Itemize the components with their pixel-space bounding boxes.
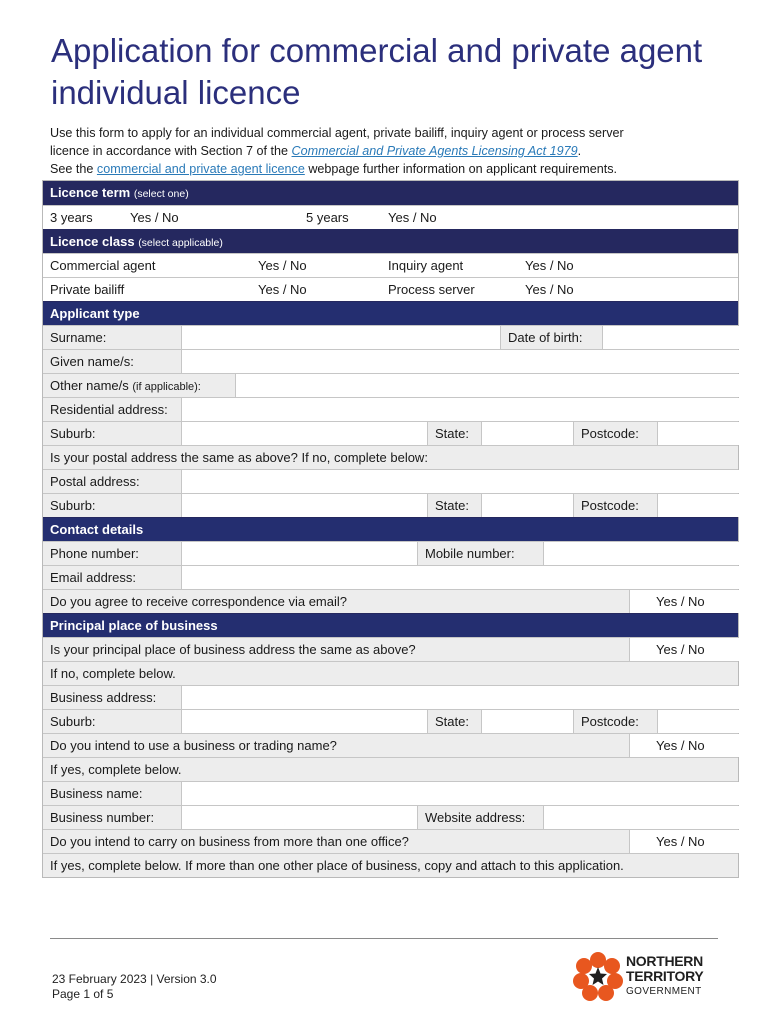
business-suburb-label: Suburb: [43,710,181,733]
business-number-field[interactable] [181,806,417,829]
licence-class-row-2 [43,277,738,301]
postal-suburb-label: Suburb: [43,494,181,517]
term-5-years-choice[interactable]: Yes / No [381,206,511,229]
private-bailiff-label: Private bailiff [43,278,243,301]
business-name-field[interactable] [181,782,740,805]
website-field[interactable] [543,806,740,829]
business-same-row [43,637,738,661]
intro-line-3-end: webpage further information on applicant requirements. [304,162,618,176]
applicant-heading: Applicant type [50,306,140,321]
email-field[interactable] [181,566,740,589]
contact-heading: Contact details [50,522,144,537]
business-address-field[interactable] [181,686,740,709]
phone-row [43,541,738,565]
multi-office-note-row [43,853,738,877]
commercial-agent-choice[interactable]: Yes / No [251,254,371,277]
postal-postcode-field[interactable] [657,494,740,517]
term-3-years-label: 3 years [43,206,123,229]
surname-label: Surname: [43,326,181,349]
business-address-row [43,685,738,709]
mobile-label: Mobile number: [417,542,543,565]
business-if-yes-text: If yes, complete below. [50,762,182,777]
business-if-no-text: If no, complete below. [50,666,176,681]
section-header-business [43,613,738,637]
intro-line-1: Use this form to apply for an individual commercial agent, private bailiff, inquiry agent or process server [50,126,624,140]
agree-email-choice[interactable]: Yes / No [629,590,740,613]
mobile-field[interactable] [543,542,740,565]
residential-label: Residential address: [43,398,181,421]
agree-email-question: Do you agree to receive correspondence via email? [43,590,629,613]
business-name-label: Business name: [43,782,181,805]
licence-term-row [43,205,738,229]
postal-state-label: State: [427,494,481,517]
dob-label: Date of birth: [500,326,602,349]
inquiry-agent-label: Inquiry agent [381,254,511,277]
business-same-question: Is your principal place of business address the same as above? [43,638,629,661]
agree-email-row [43,589,738,613]
trading-name-choice[interactable]: Yes / No [629,734,740,757]
business-postcode-field[interactable] [657,710,740,733]
footer-date-version: 23 February 2023 | Version 3.0 [52,972,217,986]
other-names-text: Other name/s [50,378,129,393]
logo-text [626,954,703,999]
given-names-label: Given name/s: [43,350,181,373]
licence-class-heading: Licence class [50,234,135,249]
logo-line-3: GOVERNMENT [626,986,702,997]
postal-label: Postal address: [43,470,181,493]
suburb-row [43,421,738,445]
postal-suburb-field[interactable] [181,494,427,517]
intro-line-2-text: licence in accordance with Section 7 of the [50,144,292,158]
postal-state-field[interactable] [481,494,573,517]
term-3-years-choice[interactable]: Yes / No [123,206,253,229]
application-form [42,180,739,878]
private-bailiff-choice[interactable]: Yes / No [251,278,371,301]
intro-text [50,124,740,178]
logo-line-2: TERRITORY [626,968,704,984]
business-address-label: Business address: [43,686,181,709]
phone-field[interactable] [181,542,417,565]
dob-field[interactable] [602,326,740,349]
multi-office-choice[interactable]: Yes / No [629,830,740,853]
business-state-field[interactable] [481,710,573,733]
postal-same-row [43,445,738,469]
section-header-licence-term [43,181,738,205]
website-label: Website address: [417,806,543,829]
residential-row [43,397,738,421]
postal-suburb-row [43,493,738,517]
business-state-label: State: [427,710,481,733]
business-if-no-row [43,661,738,685]
flower-icon [572,950,624,1002]
other-names-row [43,373,738,397]
phone-label: Phone number: [43,542,181,565]
section-header-licence-class [43,229,738,253]
licence-term-note: (select one) [133,188,189,200]
state-field[interactable] [481,422,573,445]
postcode-field[interactable] [657,422,740,445]
business-suburb-row [43,709,738,733]
logo-line-1: NORTHERN [626,953,703,969]
section-header-applicant [43,301,738,325]
business-same-choice[interactable]: Yes / No [629,638,740,661]
business-number-row [43,805,738,829]
postcode-label: Postcode: [573,422,657,445]
page-title: Application for commercial and private agent individual licence [51,32,703,111]
business-if-yes-row [43,757,738,781]
residential-field[interactable] [181,398,740,421]
intro-line-3-text: See the [50,162,97,176]
business-suburb-field[interactable] [181,710,427,733]
business-name-row [43,781,738,805]
postal-row [43,469,738,493]
given-names-field[interactable] [181,350,740,373]
footer-divider [50,938,718,939]
footer [52,972,217,1002]
suburb-field[interactable] [181,422,427,445]
other-names-field[interactable] [235,374,740,397]
surname-field[interactable] [181,326,500,349]
postal-same-question: Is your postal address the same as above? If no, complete below: [50,450,428,465]
postal-field[interactable] [181,470,740,493]
licence-term-heading: Licence term [50,185,131,200]
intro-line-2-end: . [577,144,582,158]
surname-row [43,325,738,349]
state-label: State: [427,422,481,445]
trading-name-question: Do you intend to use a business or trading name? [43,734,629,757]
process-server-label: Process server [381,278,511,301]
act-link[interactable]: Commercial and Private Agents Licensing Act 1979 [291,144,578,158]
suburb-label: Suburb: [43,422,181,445]
footer-page-number: Page 1 of 5 [52,987,114,1001]
multi-office-note: If yes, complete below. If more than one other place of business, copy and attach to this application. [50,858,624,873]
webpage-link[interactable]: commercial and private agent licence [96,162,305,176]
trading-name-row [43,733,738,757]
process-server-choice[interactable]: Yes / No [518,278,638,301]
inquiry-agent-choice[interactable]: Yes / No [518,254,638,277]
commercial-agent-label: Commercial agent [43,254,243,277]
section-header-contact [43,517,738,541]
licence-class-note: (select applicable) [138,237,223,249]
business-heading: Principal place of business [50,618,218,633]
multi-office-row [43,829,738,853]
business-postcode-label: Postcode: [573,710,657,733]
given-names-row [43,349,738,373]
email-row [43,565,738,589]
email-label: Email address: [43,566,181,589]
business-number-label: Business number: [43,806,181,829]
nt-government-logo [572,950,722,1002]
other-names-note: (if applicable): [132,381,201,393]
other-names-label [43,374,235,397]
intro-line-3 [50,160,740,178]
term-5-years-label: 5 years [299,206,389,229]
postal-postcode-label: Postcode: [573,494,657,517]
intro-line-2 [50,142,740,160]
licence-class-row-1 [43,253,738,277]
multi-office-question: Do you intend to carry on business from more than one office? [43,830,629,853]
